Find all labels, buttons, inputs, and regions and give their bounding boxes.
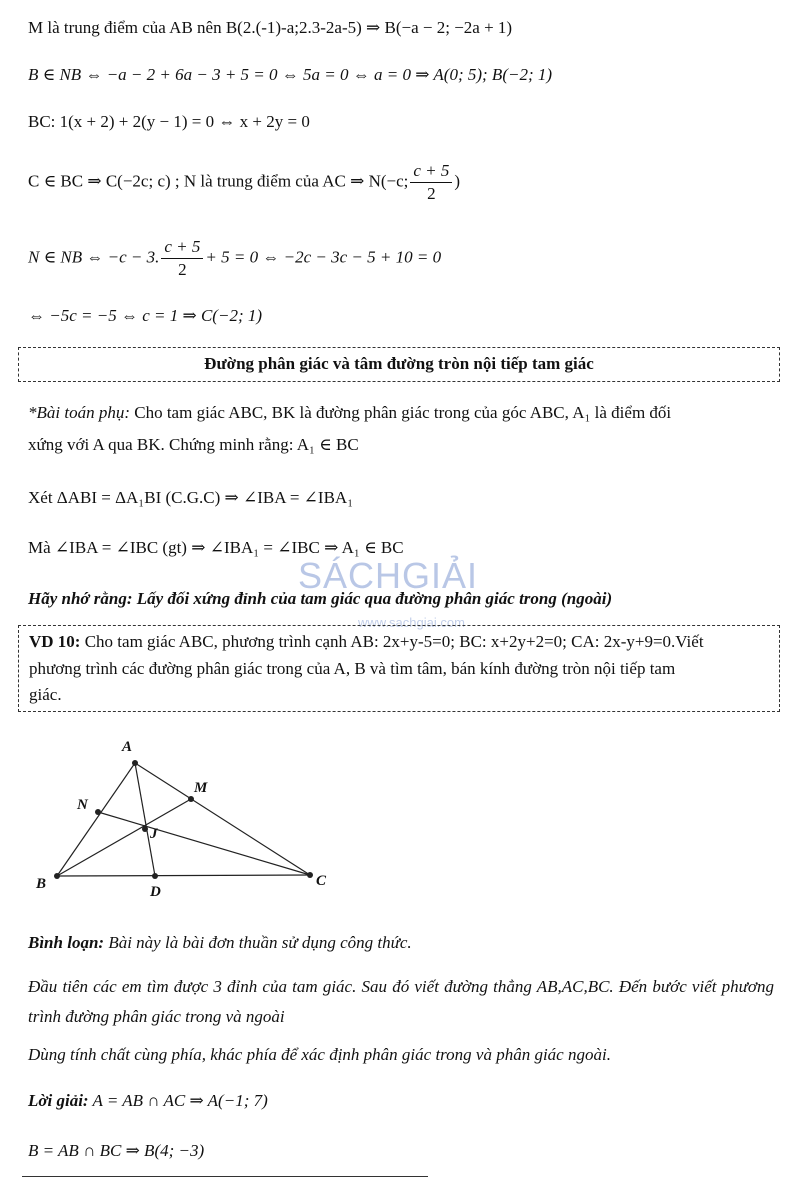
triangle-figure: [30, 735, 360, 910]
commentary-line1: [28, 931, 412, 955]
label-a: A: [122, 739, 133, 755]
label-n: N: [77, 797, 88, 813]
point-n: [95, 809, 101, 815]
commentary-label: Bình loạn:: [28, 933, 105, 952]
bisector-cn: [98, 812, 310, 875]
point-b: [54, 873, 60, 879]
side-ac: [135, 763, 310, 875]
solution-line1-text: A = AB ∩ AC ⇒ A(−1; 7): [88, 1091, 268, 1110]
commentary-paragraph3: Dùng tính chất cùng phía, khác phía để xác định phân giác trong và phân giác ngoài.: [28, 1045, 611, 1064]
solution-line2: B = AB ∩ BC ⇒ B(4; −3): [28, 1141, 205, 1160]
section-title: Đường phân giác và tâm đường tròn nội tiếp tam giác: [204, 354, 594, 373]
aux-problem-label: *Bài toán phụ:: [28, 403, 130, 422]
line-midpoint-m: M là trung điểm của AB nên B(2.(-1)-a;2.3-2a-5) ⇒ B(−a − 2; −2a + 1): [28, 18, 513, 37]
line-c-on-bc-text: C ∈ BC ⇒ C(−2c; c) ; N là trung điểm của AC ⇒ N(−c;: [28, 171, 409, 191]
fraction-denominator: 2: [178, 260, 187, 279]
example-line1-text: Cho tam giác ABC, phương trình cạnh AB: 2x+y-5=0; BC: x+2y+2=0; CA: 2x-y+9=0.Viết: [80, 632, 704, 651]
label-d: D: [150, 884, 161, 900]
section-title-box: [18, 347, 780, 382]
line-c-on-bc: [28, 160, 460, 205]
bisector-ad: [135, 763, 155, 876]
solution-line1: [28, 1089, 268, 1113]
label-j: J: [150, 826, 158, 842]
fraction-numerator: c + 5: [161, 236, 203, 259]
line-n-on-nb: [28, 236, 441, 281]
example-line1: [29, 628, 769, 656]
fraction-c-plus-5-over-2: [410, 160, 452, 205]
example-line3: giác.: [29, 685, 62, 704]
example-label: VD 10:: [29, 632, 81, 651]
solution-label: Lời giải:: [28, 1091, 89, 1110]
line-bc-equation: BC: 1(x + 2) + 2(y − 1) = 0 ⇔ x + 2y = 0: [28, 112, 310, 131]
line-n-on-nb-rest: + 5 = 0 ⇔ −2c − 3c − 5 + 10 = 0: [205, 247, 442, 267]
fraction-c-plus-5-over-2-b: [161, 236, 203, 281]
fraction-numerator: c + 5: [410, 160, 452, 183]
side-bc: [57, 875, 310, 876]
point-m: [188, 796, 194, 802]
remember-note: Hãy nhớ rằng: Lấy đối xứng đỉnh của tam giác qua đường phân giác trong (ngoài): [28, 589, 613, 608]
example-line2: phương trình các đường phân giác trong của A, B và tìm tâm, bán kính đường tròn nội tiếp tam: [29, 659, 676, 678]
label-b: B: [36, 876, 47, 892]
example-box: [18, 625, 780, 712]
line-b-on-nb: B ∈ NB ⇔ −a − 2 + 6a − 3 + 5 = 0 ⇔ 5a = 0 ⇔ a = 0 ⇒ A(0; 5); B(−2; 1): [28, 65, 553, 84]
aux-proof-line2: Mà ∠IBA = ∠IBC (gt) ⇒ ∠IBA₁ = ∠IBC ⇒ A₁ ∈ BC: [28, 538, 404, 557]
aux-problem: [28, 398, 774, 428]
point-c: [307, 872, 313, 878]
bottom-rule: [22, 1176, 428, 1177]
point-a: [132, 760, 138, 766]
fraction-denominator: 2: [427, 184, 436, 203]
commentary-text: Bài này là bài đơn thuần sử dụng công thức.: [104, 933, 412, 952]
commentary-paragraph2: Đầu tiên các em tìm được 3 đỉnh của tam giác. Sau đó viết đường thẳng AB,AC,BC. Đến bước viết phương trình đường phân giác trong và ngoài: [28, 977, 774, 1026]
label-m: M: [194, 780, 208, 796]
point-d: [152, 873, 158, 879]
line-c-solution: ⇔ −5c = −5 ⇔ c = 1 ⇒ C(−2; 1): [28, 306, 263, 325]
watermark-url: www.sachgiai.com: [358, 615, 465, 630]
point-j: [142, 826, 148, 832]
label-c: C: [316, 873, 327, 889]
aux-proof-line1: Xét ΔABI = ΔA₁BI (C.G.C) ⇒ ∠IBA = ∠IBA₁: [28, 488, 354, 507]
aux-problem-text: Cho tam giác ABC, BK là đường phân giác trong của góc ABC, A₁ là điểm đối: [130, 403, 672, 422]
line-n-on-nb-text: N ∈ NB ⇔ −c − 3.: [28, 247, 160, 267]
line-c-on-bc-close: ): [454, 171, 461, 191]
aux-problem-line2: xứng với A qua BK. Chứng minh rằng: A₁ ∈ BC: [28, 435, 359, 454]
watermark-text: SÁCHGIẢI: [298, 555, 479, 596]
